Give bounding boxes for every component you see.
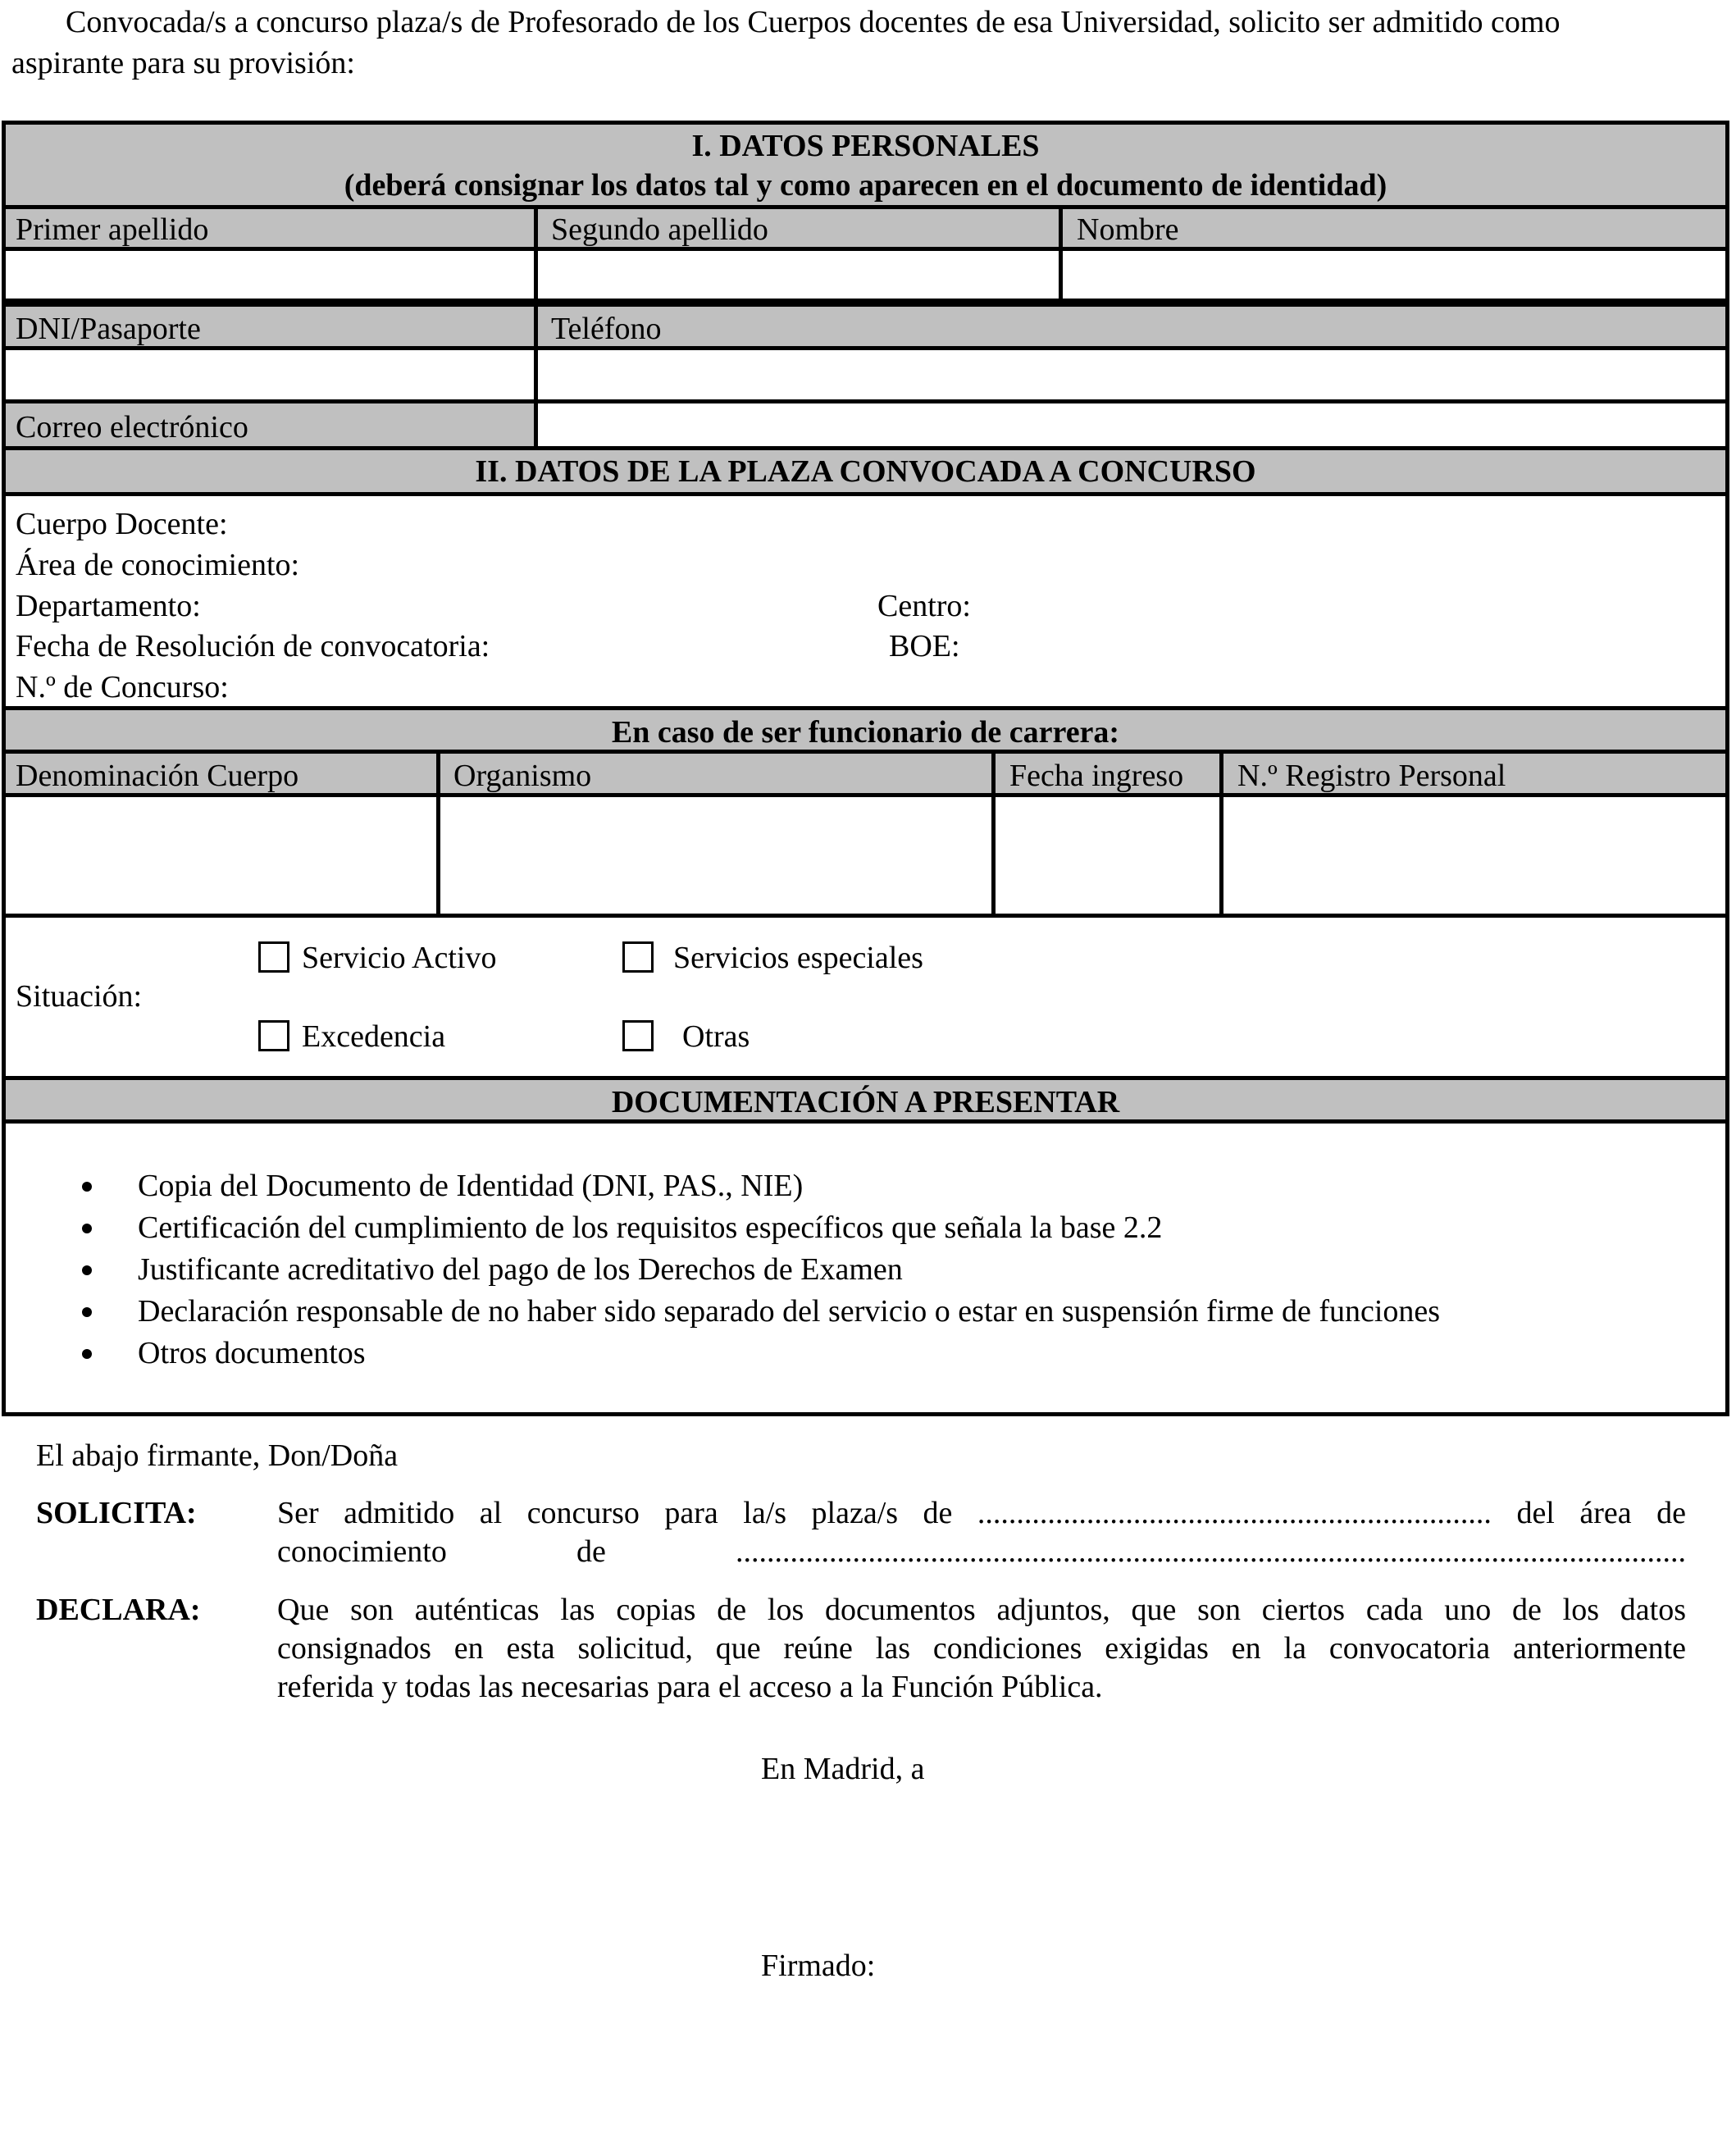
correo-field[interactable] [541,403,1722,446]
plaza-data-block [2,492,1729,710]
fecha-ingreso-label: Fecha ingreso [1009,759,1184,793]
excedencia-label: Excedencia [302,1019,446,1054]
otras-checkbox[interactable] [622,1020,654,1051]
primer-apellido-label: Primer apellido [16,212,209,247]
section-1-subtitle: (deberá consignar los datos tal y como aparecen en el documento de identidad) [344,168,1387,203]
cuerpo-docente-label: Cuerpo Docente: [16,507,228,541]
declara-line-1: Que son auténticas las copias de los documentos adjuntos, que son ciertos cada uno de los datos [277,1593,1686,1627]
names-label-row [2,205,1729,251]
fecha-ingreso-field[interactable] [997,797,1217,914]
segundo-apellido-label: Segundo apellido [551,212,768,247]
declara-line-2: consignados en esta solicitud, que reúne las condiciones exigidas en la convocatoria anteriormente [277,1631,1686,1666]
dni-field[interactable] [10,350,531,399]
primer-apellido-field[interactable] [10,251,531,299]
list-item: Declaración responsable de no haber sido separado del servicio o estar en suspensión firme de funciones [82,1291,1440,1333]
divider [1219,750,1223,918]
segundo-apellido-field[interactable] [541,251,1055,299]
firmado-text: Firmado: [761,1949,876,1983]
registro-field[interactable] [1226,797,1722,914]
organismo-field[interactable] [442,797,988,914]
list-item: Certificación del cumplimiento de los requisitos específicos que señala la base 2.2 [82,1207,1440,1249]
documentacion-list [82,1165,1440,1374]
telefono-field[interactable] [541,350,1722,399]
dni-telefono-label-row [2,303,1729,350]
funcionario-header [2,706,1729,754]
dni-label: DNI/Pasaporte [16,312,201,346]
servicios-especiales-checkbox[interactable] [622,941,654,973]
correo-label: Correo electrónico [16,410,248,444]
list-item: Copia del Documento de Identidad (DNI, PAS., NIE) [82,1165,1440,1207]
organismo-label: Organismo [453,759,592,793]
telefono-label: Teléfono [551,312,662,346]
section-2-header [2,446,1729,496]
nombre-label: Nombre [1077,212,1179,247]
servicios-especiales-label: Servicios especiales [673,941,923,975]
divider [534,346,538,403]
section-1-header [2,121,1729,209]
documentacion-header [2,1076,1729,1124]
situacion-label: Situación: [16,979,143,1014]
fecha-resolucion-label: Fecha de Resolución de convocatoria: [16,629,490,663]
situacion-block [2,914,1729,1080]
divider [1059,247,1063,303]
list-item: Justificante acreditativo del pago de los Derechos de Examen [82,1249,1440,1291]
excedencia-checkbox[interactable] [258,1020,289,1051]
declara-line-3: referida y todas las necesarias para el acceso a la Función Pública. [277,1670,1103,1704]
funcionario-label-row [2,750,1729,797]
divider [991,750,996,918]
registro-label: N.º Registro Personal [1237,759,1506,793]
intro-line-2: aspirante para su provisión: [11,46,355,80]
area-label: Área de conocimiento: [16,548,300,582]
declara-label: DECLARA: [36,1593,201,1627]
otras-label: Otras [682,1019,750,1054]
boe-label: BOE: [889,629,960,663]
section-1-title: I. DATOS PERSONALES [691,129,1040,163]
solicita-line-1: Ser admitido al concurso para la/s plaza/s de .................................................................. del área de [277,1496,1686,1530]
centro-label: Centro: [877,589,971,623]
intro-paragraph [11,2,1734,84]
denominacion-label: Denominación Cuerpo [16,759,299,793]
solicita-label: SOLICITA: [36,1496,197,1530]
divider [436,750,440,918]
solicita-line-2: conocimiento de .......................................................................................................................... [277,1534,1686,1569]
departamento-label: Departamento: [16,589,201,623]
abajo-firmante-text: El abajo firmante, Don/Doña [36,1438,399,1473]
denominacion-field[interactable] [10,797,435,914]
servicio-activo-label: Servicio Activo [302,941,497,975]
list-item: Otros documentos [82,1333,1440,1374]
funcionario-title: En caso de ser funcionario de carrera: [611,715,1120,750]
servicio-activo-checkbox[interactable] [258,941,289,973]
section-2-title: II. DATOS DE LA PLAZA CONVOCADA A CONCURSO [475,454,1256,489]
documentacion-title: DOCUMENTACIÓN A PRESENTAR [611,1085,1120,1119]
divider [534,247,538,303]
lugar-fecha-text: En Madrid, a [761,1752,925,1786]
correo-label-cell [2,399,538,450]
nombre-field[interactable] [1066,251,1722,299]
intro-line-1: Convocada/s a concurso plaza/s de Profesorado de los Cuerpos docentes de esa Universidad, solicito ser admitido como [66,5,1561,39]
num-concurso-label: N.º de Concurso: [16,670,229,704]
